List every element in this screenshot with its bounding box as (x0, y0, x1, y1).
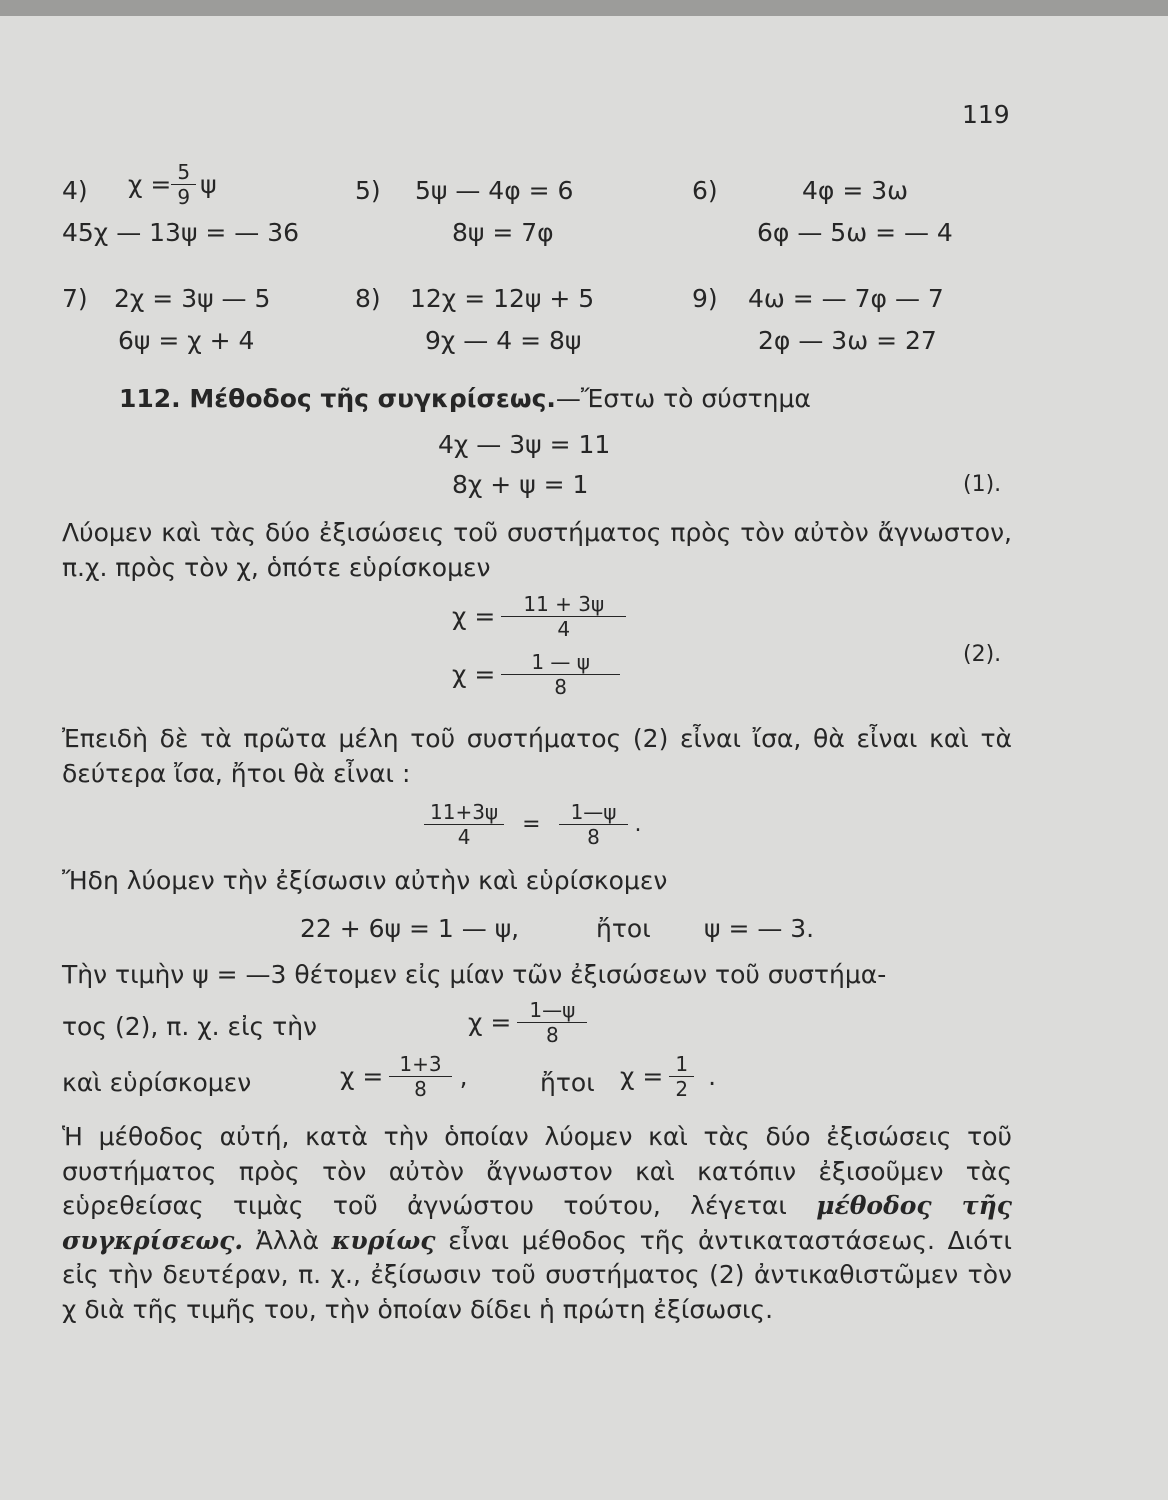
paragraph-5-text-a: Ἡ μέθοδος αὐτή, κατὰ τὴν ὁποίαν λύομεν καὶ τὰς δύο ἐξισώσεις τοῦ συστήματος πρὸς τὸν αὐτὸν ἄγνωστον καὶ κατόπιν ἐξισοῦμεν τὰς εὑρεθείσας τιμὰς τοῦ ἀγνώστου τούτου, λέγεται (62, 1122, 1012, 1220)
exercise-9-eq1: 4ω = — 7φ — 7 (748, 284, 944, 313)
exercise-6-label: 6) (692, 176, 718, 205)
paragraph-5-text-c: εἶναι μέθοδος τῆς ἀντικαταστάσεως. Διότι εἰς τὴν δευτέραν, π. χ., ἐξίσωσιν τοῦ συστήματος (2) ἀντικαθιστῶμεν τὸν χ διὰ τῆς τιμῆς του, τὴν ὁποίαν δίδει ἡ πρώτη ἐξίσωσις. (62, 1225, 1012, 1324)
exercise-4-fraction (171, 162, 196, 207)
paragraph-3: Ἤδη λύομεν τὴν ἐξίσωσιν αὐτὴν καὶ εὑρίσκομεν (62, 866, 668, 895)
exercise-7-label: 7) (62, 284, 88, 313)
exercise-6-eq2: 6φ — 5ω = — 4 (757, 218, 953, 247)
final-lhs: χ = (340, 1062, 384, 1091)
paragraph-5 (62, 1120, 1012, 1327)
final-comma: , (459, 1062, 468, 1091)
fraction-denominator: 8 (545, 1023, 559, 1047)
final-end: . (708, 1062, 717, 1091)
system1-eq1: 4χ — 3ψ = 11 (438, 430, 611, 459)
fraction-numerator: 1 — ψ (501, 652, 620, 675)
exercise-8-eq2: 9χ — 4 = 8ψ (425, 326, 582, 355)
equality-left-fraction (424, 802, 504, 847)
fraction-denominator: 2 (675, 1077, 689, 1101)
paragraph-1: Λύομεν καὶ τὰς δύο ἐξισώσεις τοῦ συστήματος πρὸς τὸν αὐτὸν ἄγνωστον, π.χ. πρὸς τὸν χ, ὁπότε εὑρίσκομεν (62, 518, 1012, 582)
paragraph-5-emphasis-mainly: κυρίως (331, 1225, 436, 1255)
substitution-equation (468, 1000, 587, 1045)
fraction-denominator: 4 (457, 825, 471, 849)
final-word: ἤτοι (540, 1068, 595, 1097)
fraction-numerator: 1 (669, 1054, 694, 1077)
exercise-8-label: 8) (355, 284, 381, 313)
exercise-7-eq2: 6ψ = χ + 4 (118, 326, 255, 355)
paragraph-5-text-b: Ἀλλὰ (255, 1225, 319, 1255)
result-word: ἤτοι (596, 914, 651, 943)
exercise-8-eq1: 12χ = 12ψ + 5 (410, 284, 595, 313)
exercise-5-eq1: 5ψ — 4φ = 6 (415, 176, 574, 205)
exercise-4-eq1-lhs: χ = (128, 170, 172, 199)
system1-eq2: 8χ + ψ = 1 (452, 470, 589, 499)
fraction-denominator: 9 (177, 185, 191, 209)
fraction-numerator: 11+3ψ (424, 802, 504, 825)
exercise-7-eq1: 2χ = 3ψ — 5 (114, 284, 271, 313)
equality-equation (424, 802, 641, 847)
scan-top-edge (0, 0, 1168, 16)
fraction-denominator: 8 (414, 1077, 427, 1101)
paragraph-4-line-1: Τὴν τιμὴν ψ = —3 θέτομεν εἰς μίαν τῶν ἐξισώσεων τοῦ συστήμα- (62, 960, 887, 989)
exercise-4-eq1-tail: ψ (200, 170, 217, 199)
final-lhs-2: χ = (620, 1062, 664, 1091)
fraction-numerator: 11 + 3ψ (501, 594, 626, 617)
fraction-denominator: 4 (557, 617, 571, 641)
substitution-lhs: χ = (468, 1008, 512, 1037)
exercise-5-eq2: 8ψ = 7φ (452, 218, 554, 247)
fraction-numerator: 5 (171, 162, 196, 185)
final-equation-1 (340, 1054, 468, 1099)
fraction-numerator: 1—ψ (517, 1000, 587, 1023)
equality-right-fraction (559, 802, 629, 847)
substitution-fraction (517, 1000, 587, 1045)
section-intro: —Ἔστω τὸ σύστημα (555, 384, 811, 413)
final-equation-2 (620, 1054, 716, 1099)
system2-eq2-lhs: χ = (452, 660, 496, 689)
paragraph-2: Ἐπειδὴ δὲ τὰ πρῶτα μέλη τοῦ συστήματος (2) εἶναι ἴσα, θὰ εἶναι καὶ τὰ δεύτερα ἴσα, ἤτοι θὰ εἶναι : (62, 724, 1012, 788)
system2-eq1-lhs: χ = (452, 602, 496, 631)
fraction-numerator: 1+3 (389, 1054, 451, 1077)
final-fraction-2 (669, 1054, 694, 1099)
exercise-9-label: 9) (692, 284, 718, 313)
exercise-6-eq1: 4φ = 3ω (802, 176, 909, 205)
page-number: 119 (962, 100, 1010, 129)
exercise-4-eq2: 45χ — 13ψ = — 36 (62, 218, 300, 247)
fraction-denominator: 8 (587, 825, 600, 849)
system2-eq2 (452, 652, 620, 697)
system2-tag: (2). (963, 642, 1002, 667)
fraction-numerator: 1—ψ (559, 802, 629, 825)
exercise-4-eq1 (128, 162, 217, 207)
exercise-9-eq2: 2φ — 3ω = 27 (758, 326, 937, 355)
paragraph-4-line-2: τος (2), π. χ. εἰς τὴν (62, 1012, 318, 1041)
result-equation: 22 + 6ψ = 1 — ψ, (300, 914, 520, 943)
fraction-denominator: 8 (554, 675, 568, 699)
line-find: καὶ εὑρίσκομεν (62, 1068, 252, 1097)
exercise-4-label: 4) (62, 176, 88, 205)
final-fraction-1 (389, 1054, 451, 1099)
section-heading-line (119, 386, 811, 411)
system2-eq1 (452, 594, 626, 639)
equality-end: . (634, 811, 642, 837)
system2-fraction-1 (501, 594, 626, 639)
exercise-5-label: 5) (355, 176, 381, 205)
equality-sign: = (522, 811, 541, 837)
section-heading: 112. Μέθοδος τῆς συγκρίσεως. (119, 384, 556, 413)
system1-tag: (1). (963, 472, 1002, 497)
paragraph-5-emphasis-method: μέθοδος τῆς συγκρίσεως. (62, 1191, 1012, 1255)
system2-fraction-2 (501, 652, 620, 697)
result-value: ψ = — 3. (704, 914, 815, 943)
